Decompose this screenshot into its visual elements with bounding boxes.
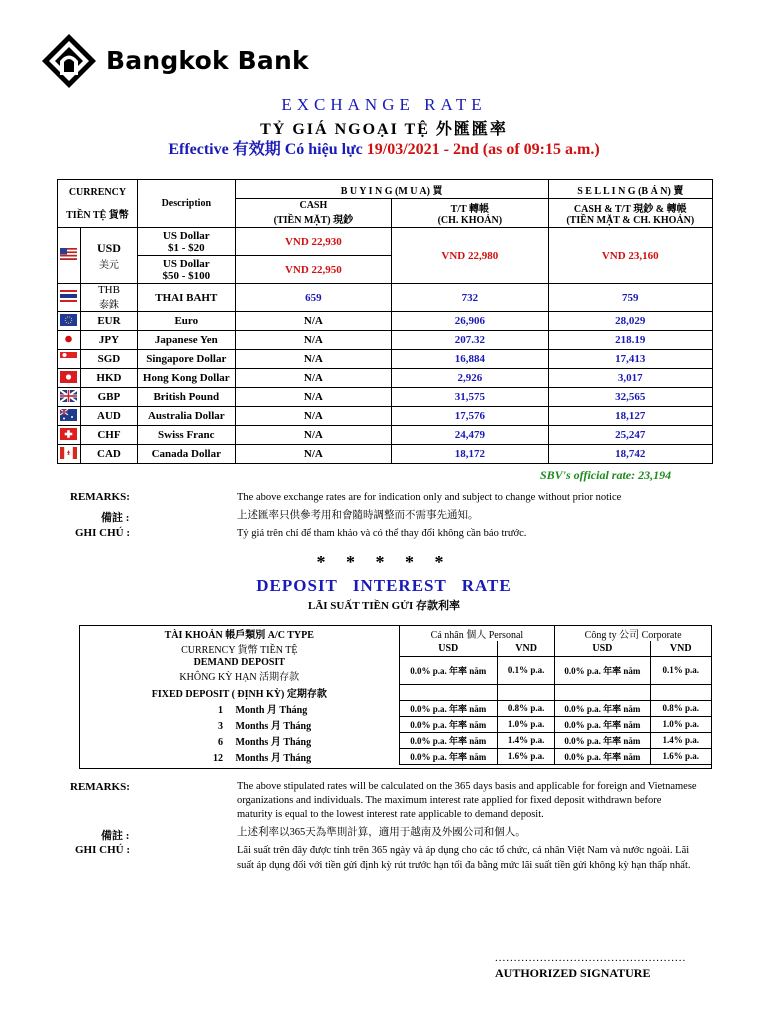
thb-sell: 759 xyxy=(548,284,712,312)
term-row xyxy=(80,716,712,732)
sell-rate: 18,127 xyxy=(548,407,712,426)
effective-date-line xyxy=(0,136,768,159)
table-row-usd-1 xyxy=(58,228,713,256)
rate-cell: 0.0% p.a. 年率 năm xyxy=(399,656,497,684)
usd-currency: USD 美元 xyxy=(80,228,137,284)
table-row-thb xyxy=(58,284,713,312)
remarks-text-vn: Tỷ giá trên chỉ để tham khảo và có thể thay đổi không cần báo trước. xyxy=(237,528,527,539)
cash-rate: N/A xyxy=(235,331,391,350)
currency-code: CHF xyxy=(80,426,137,445)
remarks-label-vn: GHI CHÚ : xyxy=(75,527,130,539)
term-row xyxy=(80,748,712,764)
cash-rate: N/A xyxy=(235,369,391,388)
corporate-usd-header: USD xyxy=(555,641,650,656)
cash-rate: N/A xyxy=(235,388,391,407)
table-row xyxy=(58,312,713,331)
deposit-rate-table xyxy=(79,625,712,769)
header-row-1 xyxy=(58,180,713,199)
corporate-header: Công ty 公司 Corporate xyxy=(555,626,712,642)
rate-cell: 0.8% p.a. xyxy=(497,700,554,716)
rate-cell: 1.4% p.a. xyxy=(650,732,711,748)
tt-rate: 207.32 xyxy=(392,331,548,350)
remarks-text-cn: 上述匯率只供參考用和會隨時調整而不需事先通知。 xyxy=(237,510,479,521)
tt-rate: 16,884 xyxy=(392,350,548,369)
description-header: Description xyxy=(137,180,235,228)
remarks-label-vn: GHI CHÚ : xyxy=(75,844,130,856)
remarks-label: REMARKS: xyxy=(70,781,130,793)
currency-code: JPY xyxy=(80,331,137,350)
table-row xyxy=(58,407,713,426)
usd-cash-large: VND 22,950 xyxy=(235,256,391,284)
tt-rate: 17,576 xyxy=(392,407,548,426)
fixed-deposit-row xyxy=(80,684,712,700)
term-label: 3 Months 月 Tháng xyxy=(218,720,312,732)
currency-code: AUD xyxy=(80,407,137,426)
remarks-text-cn: 上述利率以365天為準則計算，適用于越南及外國公司和個人。 xyxy=(237,827,526,838)
cash-rate: N/A xyxy=(235,350,391,369)
currency-code: GBP xyxy=(80,388,137,407)
deposit-rate-title: DEPOSIT INTEREST RATE xyxy=(256,576,512,595)
table-row xyxy=(58,369,713,388)
term-label: 1 Month 月 Tháng xyxy=(218,704,308,716)
rate-cell: 0.0% p.a. 年率 năm xyxy=(555,656,650,684)
usd-tt: VND 22,980 xyxy=(392,228,548,284)
currency-desc: Japanese Yen xyxy=(137,331,235,350)
term-row xyxy=(80,700,712,716)
tt-rate: 31,575 xyxy=(392,388,548,407)
currency-desc: Australia Dollar xyxy=(137,407,235,426)
cash-header: CASH (TIỀN MẶT) 現鈔 xyxy=(235,199,391,228)
term-label: 12 Months 月 Tháng xyxy=(213,752,312,764)
rate-cell: 1.0% p.a. xyxy=(650,716,711,732)
usd-desc-small: US Dollar $1 - $20 xyxy=(137,228,235,256)
tt-rate: 24,479 xyxy=(392,426,548,445)
personal-header: Cá nhân 個人 Personal xyxy=(399,626,555,642)
demand-deposit-label: DEMAND DEPOSIT KHÔNG KỲ HẠN 活期存款 xyxy=(179,657,300,683)
sell-rate: 28,029 xyxy=(548,312,712,331)
table-row xyxy=(58,350,713,369)
uk-flag-icon xyxy=(58,388,81,407)
rate-cell: 0.1% p.a. xyxy=(497,656,554,684)
selling-header: S E L L I N G (B Á N) 賣 xyxy=(548,180,712,199)
term-label: 6 Months 月 Tháng xyxy=(218,736,312,748)
remarks-label-cn: 備註 : xyxy=(101,830,130,842)
section-separator: * * * * * xyxy=(316,552,452,572)
currency-header: CURRENCY TIỀN TỆ 貨幣 xyxy=(58,180,138,228)
rate-cell: 0.0% p.a. 年率 năm xyxy=(399,716,497,732)
tt-rate: 26,906 xyxy=(392,312,548,331)
effective-label: Effective 有效期 Có hiệu lực xyxy=(168,141,363,158)
rate-cell: 0.0% p.a. 年率 năm xyxy=(399,700,497,716)
currency-desc: Singapore Dollar xyxy=(137,350,235,369)
cash-rate: N/A xyxy=(235,407,391,426)
thb-currency: THB 泰銖 xyxy=(80,284,137,312)
fixed-deposit-label: FIXED DEPOSIT ( ĐỊNH KỲ) 定期存款 xyxy=(151,688,327,700)
eu-flag-icon xyxy=(58,312,81,331)
deposit-header-row-2 xyxy=(80,641,712,656)
cash-rate: N/A xyxy=(235,312,391,331)
remarks-text-vn: Lãi suất trên đây được tính trên 365 ngày và áp dụng cho các tổ chức, cá nhân Việt Nam và nước ngoài. Lãi suất áp dụng đối với tiền gửi định kỳ rút trước hạn tối đa bằng mức lãi suất tiền gửi không kỳ hạn thấp nhất. xyxy=(237,845,691,871)
personal-usd-header: USD xyxy=(399,641,497,656)
thailand-flag-icon xyxy=(58,284,81,312)
sell-header: CASH & T/T 現鈔 & 轉帳 (TIỀN MẶT & CH. KHOẢN) xyxy=(548,199,712,228)
usd-desc-large: US Dollar $50 - $100 xyxy=(137,256,235,284)
remarks-label: REMARKS: xyxy=(70,491,130,503)
canada-flag-icon xyxy=(58,445,81,464)
currency-desc: British Pound xyxy=(137,388,235,407)
singapore-flag-icon xyxy=(58,350,81,369)
buying-header: B U Y I N G (M U A) 買 xyxy=(235,180,548,199)
sell-rate: 3,017 xyxy=(548,369,712,388)
rate-cell: 0.0% p.a. 年率 năm xyxy=(555,700,650,716)
currency-desc: Canada Dollar xyxy=(137,445,235,464)
thb-tt: 732 xyxy=(392,284,548,312)
exchange-rate-title: EXCHANGE RATE xyxy=(281,95,487,114)
currency-code: CAD xyxy=(80,445,137,464)
sell-rate: 218.19 xyxy=(548,331,712,350)
bank-logo xyxy=(40,32,360,88)
rate-cell: 0.0% p.a. 年率 năm xyxy=(399,732,497,748)
rate-cell: 0.8% p.a. xyxy=(650,700,711,716)
usd-cash-small: VND 22,930 xyxy=(235,228,391,256)
demand-deposit-row xyxy=(80,656,712,684)
rate-cell: 1.6% p.a. xyxy=(497,748,554,764)
tt-header: T/T 轉帳 (CH. KHOẢN) xyxy=(392,199,548,228)
cash-rate: N/A xyxy=(235,426,391,445)
thb-desc: THAI BAHT xyxy=(137,284,235,312)
remarks-text-en: The above stipulated rates will be calculated on the 365 days basis and applicable for foreign and Vietnamese organizations and individuals. The maximum interest rate applied for fixed deposit withdrawn before maturity is equal to the lowest interest rate applicable to demand deposit. xyxy=(237,781,697,820)
rate-cell: 0.1% p.a. xyxy=(650,656,711,684)
ac-type-header: TÀI KHOẢN 帳戶類別 A/C TYPE xyxy=(164,630,314,641)
table-row xyxy=(58,388,713,407)
currency-code: EUR xyxy=(80,312,137,331)
signature-line: ................................................... xyxy=(495,952,687,964)
brand-name: Bangkok Bank xyxy=(106,46,309,75)
table-row xyxy=(58,445,713,464)
australia-flag-icon xyxy=(58,407,81,426)
rate-cell: 1.4% p.a. xyxy=(497,732,554,748)
thb-cash: 659 xyxy=(235,284,391,312)
effective-date: 19/03/2021 - 2nd (as of 09:15 a.m.) xyxy=(366,141,600,158)
sell-rate: 25,247 xyxy=(548,426,712,445)
currency-code: HKD xyxy=(80,369,137,388)
us-flag-icon xyxy=(58,228,81,284)
deposit-rate-subtitle: LÃI SUẤT TIỀN GỬI 存款利率 xyxy=(308,600,460,612)
sell-rate: 18,742 xyxy=(548,445,712,464)
currency-header: CURRENCY 貨幣 TIỀN TỆ xyxy=(181,645,298,656)
bangkok-bank-logo-icon xyxy=(40,32,98,90)
sell-rate: 32,565 xyxy=(548,388,712,407)
rate-cell: 0.0% p.a. 年率 năm xyxy=(555,716,650,732)
deposit-header-row-1 xyxy=(80,626,712,642)
currency-desc: Hong Kong Dollar xyxy=(137,369,235,388)
table-row xyxy=(58,426,713,445)
currency-desc: Euro xyxy=(137,312,235,331)
exchange-rate-table xyxy=(57,179,713,464)
tt-rate: 18,172 xyxy=(392,445,548,464)
rate-cell: 0.0% p.a. 年率 năm xyxy=(555,748,650,764)
table-row xyxy=(58,331,713,350)
cash-rate: N/A xyxy=(235,445,391,464)
remarks-text-en: The above exchange rates are for indication only and subject to change without prior notice xyxy=(237,492,622,503)
rate-cell: 1.6% p.a. xyxy=(650,748,711,764)
tt-rate: 2,926 xyxy=(392,369,548,388)
authorized-signature-label: AUTHORIZED SIGNATURE xyxy=(495,966,651,980)
currency-code: SGD xyxy=(80,350,137,369)
remarks-label-cn: 備註 : xyxy=(101,512,130,524)
sbv-official-rate: SBV's official rate: 23,194 xyxy=(540,468,672,482)
japan-flag-icon xyxy=(58,331,81,350)
swiss-flag-icon xyxy=(58,426,81,445)
corporate-vnd-header: VND xyxy=(650,641,711,656)
personal-vnd-header: VND xyxy=(497,641,554,656)
currency-desc: Swiss Franc xyxy=(137,426,235,445)
term-row xyxy=(80,732,712,748)
rate-cell: 1.0% p.a. xyxy=(497,716,554,732)
exchange-rate-title-vn: TỶ GIÁ NGOẠI TỆ 外匯匯率 xyxy=(260,121,508,138)
rate-cell: 0.0% p.a. 年率 năm xyxy=(399,748,497,764)
hong-kong-flag-icon xyxy=(58,369,81,388)
sell-rate: 17,413 xyxy=(548,350,712,369)
usd-sell: VND 23,160 xyxy=(548,228,712,284)
rate-cell: 0.0% p.a. 年率 năm xyxy=(555,732,650,748)
